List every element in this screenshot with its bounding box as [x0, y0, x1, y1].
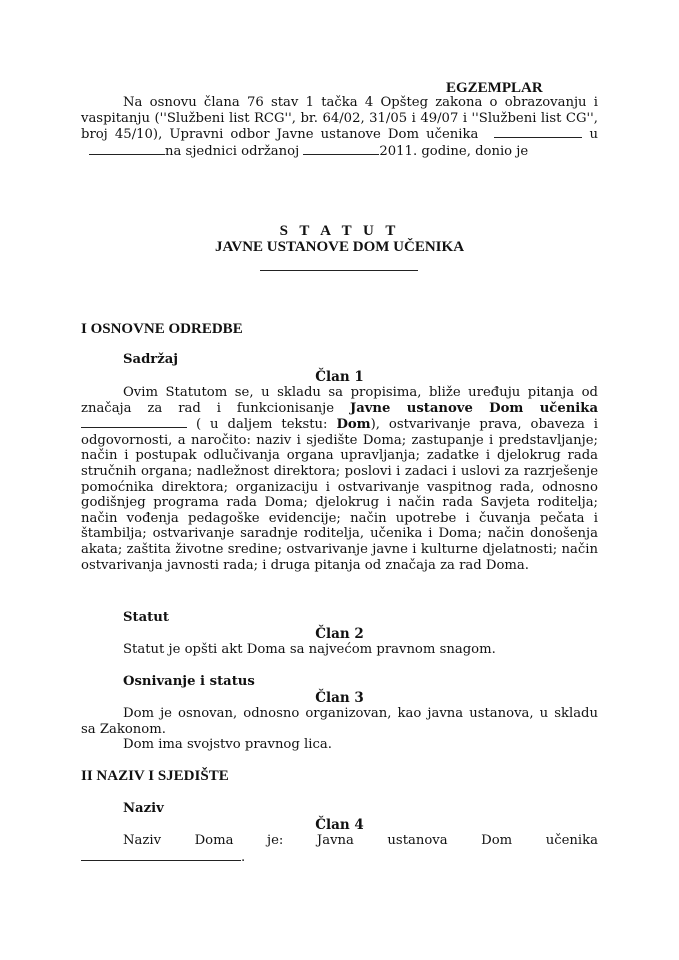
article-1-text-mid: ( u daljem tekstu: [187, 417, 337, 433]
article-1-text-end: ), ostvarivanje prava, obaveza i odgovornosti, a naročito: naziv i sjedište Doma; zastupanje i predstavljanje; način i postupak odlučivanja organa upravljanja; zadatke i djelokrug rada stručnih organa; nadležnost direktora; poslovi i zadaci i uslovi za razrješenje pomoćnika direktora; organizaciju i ostvarivanje vaspitnog rada, odnosno godišnjeg programa rada Doma; djelokrug i način rada Savjeta roditelja; način vođenja pedagoške evidencije; način upotrebe i čuvanja pečata i štambilja; ostvarivanje saradnje roditelja, učenika i Doma; način donošenja akata; zaštita životne sredine; ostvarivanje javne i kulturne djelatnosti; način ostvarivanja javnosti rada; i druga pitanja od značaja za rad Doma. [81, 417, 598, 573]
article-1-text-start: Ovim Statutom se, u skladu sa propisima, bliže uređuju pitanja od značaja za rad i funkcionisanje [81, 385, 598, 416]
article-4-text: Naziv Doma je: Javna ustanova Dom učenika [123, 833, 598, 848]
preamble-session: na sjednici održanoj [165, 143, 300, 159]
article-subtitle: Sadržaj [123, 352, 179, 367]
article-1-paragraph [81, 385, 598, 573]
preamble-text: Na osnovu člana 76 stav 1 tačka 4 Opšteg zakona o obrazovanju i vaspitanju (''Službeni list RCG'', br. 64/02, 31/05 i 49/07 i ''Službeni list CG'', broj 45/10), Upravni odbor Javne ustanove Dom učenika [81, 95, 598, 143]
title-underline [260, 270, 418, 271]
article-number: Član 3 [315, 690, 364, 706]
article-4-end: . [241, 850, 246, 865]
preamble-year: 2011. [379, 143, 418, 159]
article-subtitle: Naziv [123, 801, 164, 816]
article-1-bold-name: Javne ustanove Dom učenika [349, 400, 598, 416]
blank-field-place [89, 143, 165, 155]
article-1-bold-dom: Dom [336, 417, 371, 433]
article-4-blank-line [81, 849, 245, 866]
blank-field-institution [81, 416, 187, 428]
copy-label: EGZEMPLAR [446, 80, 543, 96]
preamble-paragraph [81, 95, 598, 159]
article-number: Član 4 [315, 817, 364, 833]
article-subtitle: Statut [123, 610, 169, 625]
article-3-text-1: Dom je osnovan, odnosno organizovan, kao javna ustanova, u skladu sa Zakonom. [81, 706, 598, 737]
article-number: Član 1 [315, 369, 364, 385]
article-subtitle: Osnivanje i status [123, 674, 255, 689]
section-heading-1: I OSNOVNE ODREDBE [81, 321, 243, 337]
article-number: Član 2 [315, 626, 364, 642]
blank-field-date [303, 143, 379, 155]
preamble-closing: godine, donio je [421, 143, 529, 159]
preamble-u: u [589, 127, 598, 143]
section-heading-2: II NAZIV I SJEDIŠTE [81, 768, 229, 784]
blank-field-name [494, 126, 582, 138]
article-3-text-2: Dom ima svojstvo pravnog lica. [123, 737, 332, 752]
blank-field-institution-name [81, 849, 241, 861]
article-2-text: Statut je opšti akt Doma sa najvećom pravnom snagom. [123, 642, 496, 657]
document-subtitle: JAVNE USTANOVE DOM UČENIKA [214, 239, 465, 255]
document-title: S T A T U T [279, 223, 400, 239]
